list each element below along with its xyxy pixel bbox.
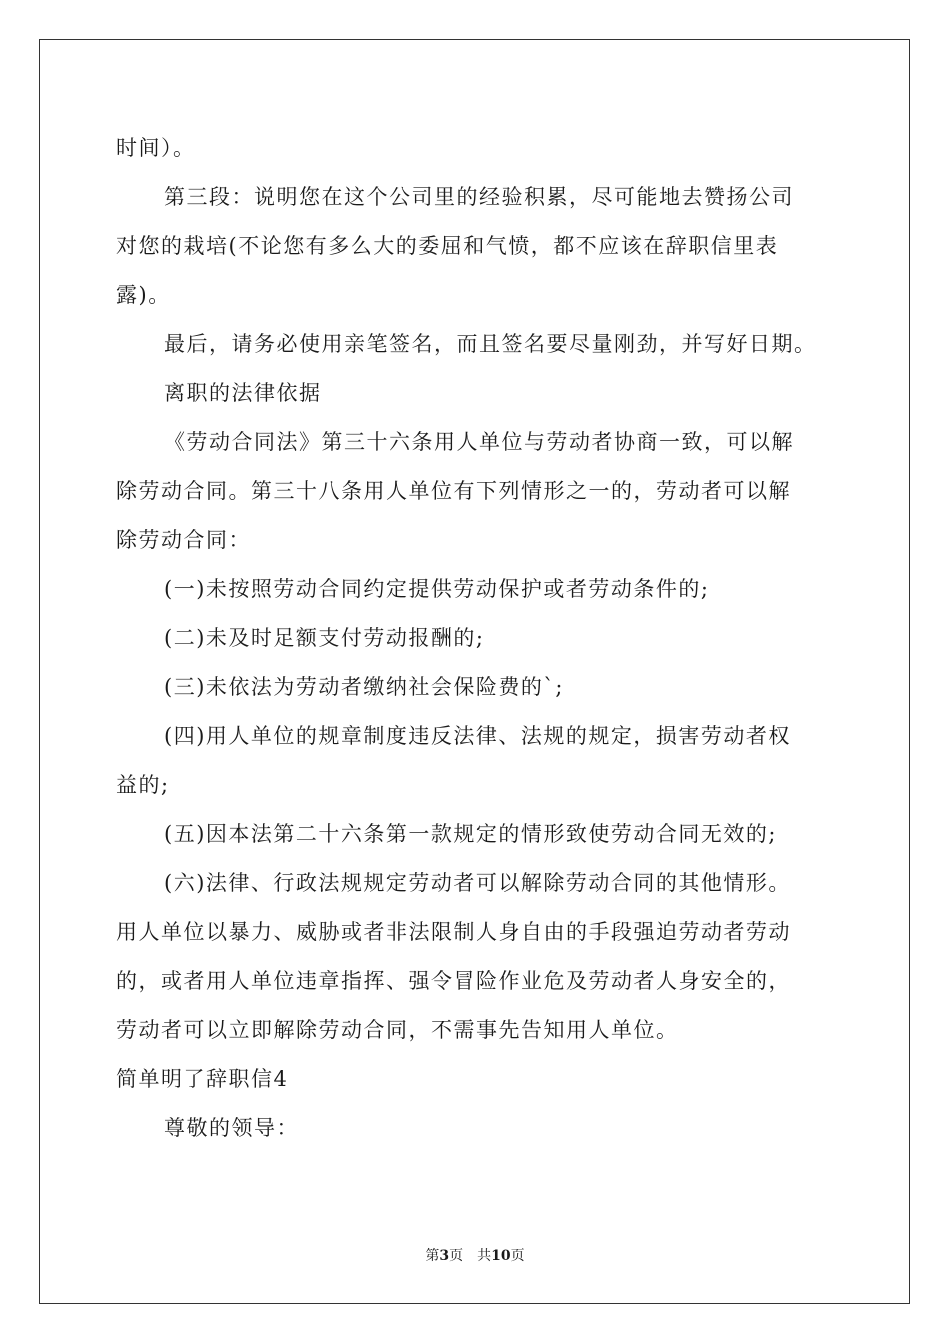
list-item: (一)未按照劳动合同约定提供劳动保护或者劳动条件的; — [164, 577, 710, 601]
paragraph-line: 对您的栽培(不论您有多么大的委屈和气愤，都不应该在辞职信里表 — [116, 234, 779, 258]
page-number: 3 — [439, 1248, 450, 1264]
paragraph-line: 时间）。 — [116, 136, 196, 160]
section-heading: 离职的法律依据 — [164, 381, 322, 405]
paragraph-line: 的，或者用人单位违章指挥、强令冒险作业危及劳动者人身安全的， — [116, 969, 791, 993]
footer-prefix: 第 — [425, 1248, 440, 1264]
paragraph-line: 《劳动合同法》第三十六条用人单位与劳动者协商一致，可以解 — [164, 430, 794, 454]
document-body — [116, 124, 850, 1153]
list-item: (三)未依法为劳动者缴纳社会保险费的`; — [164, 675, 564, 699]
page-total: 10 — [491, 1248, 511, 1264]
salutation: 尊敬的领导： — [164, 1116, 299, 1140]
paragraph-line: 除劳动合同。第三十八条用人单位有下列情形之一的，劳动者可以解 — [116, 479, 791, 503]
paragraph-line: 除劳动合同： — [116, 528, 251, 552]
list-item: (六)法律、行政法规规定劳动者可以解除劳动合同的其他情形。 — [164, 871, 791, 895]
footer-middle: 页 共 — [449, 1248, 492, 1264]
list-item: (二)未及时足额支付劳动报酬的; — [164, 626, 485, 650]
paragraph-line: 第三段：说明您在这个公司里的经验积累，尽可能地去赞扬公司 — [164, 185, 794, 209]
paragraph-line: 最后，请务必使用亲笔签名，而且签名要尽量刚劲，并写好日期。 — [164, 332, 817, 356]
paragraph-line: 益的; — [116, 773, 170, 797]
page-footer — [0, 1246, 950, 1266]
list-item: (四)用人单位的规章制度违反法律、法规的规定，损害劳动者权 — [164, 724, 791, 748]
list-item: (五)因本法第二十六条第一款规定的情形致使劳动合同无效的; — [164, 822, 777, 846]
document-title: 简单明了辞职信4 — [116, 1067, 289, 1091]
paragraph-line: 用人单位以暴力、威胁或者非法限制人身自由的手段强迫劳动者劳动 — [116, 920, 791, 944]
paragraph-line: 露)。 — [116, 283, 171, 307]
footer-suffix: 页 — [510, 1248, 525, 1264]
paragraph-line: 劳动者可以立即解除劳动合同，不需事先告知用人单位。 — [116, 1018, 679, 1042]
